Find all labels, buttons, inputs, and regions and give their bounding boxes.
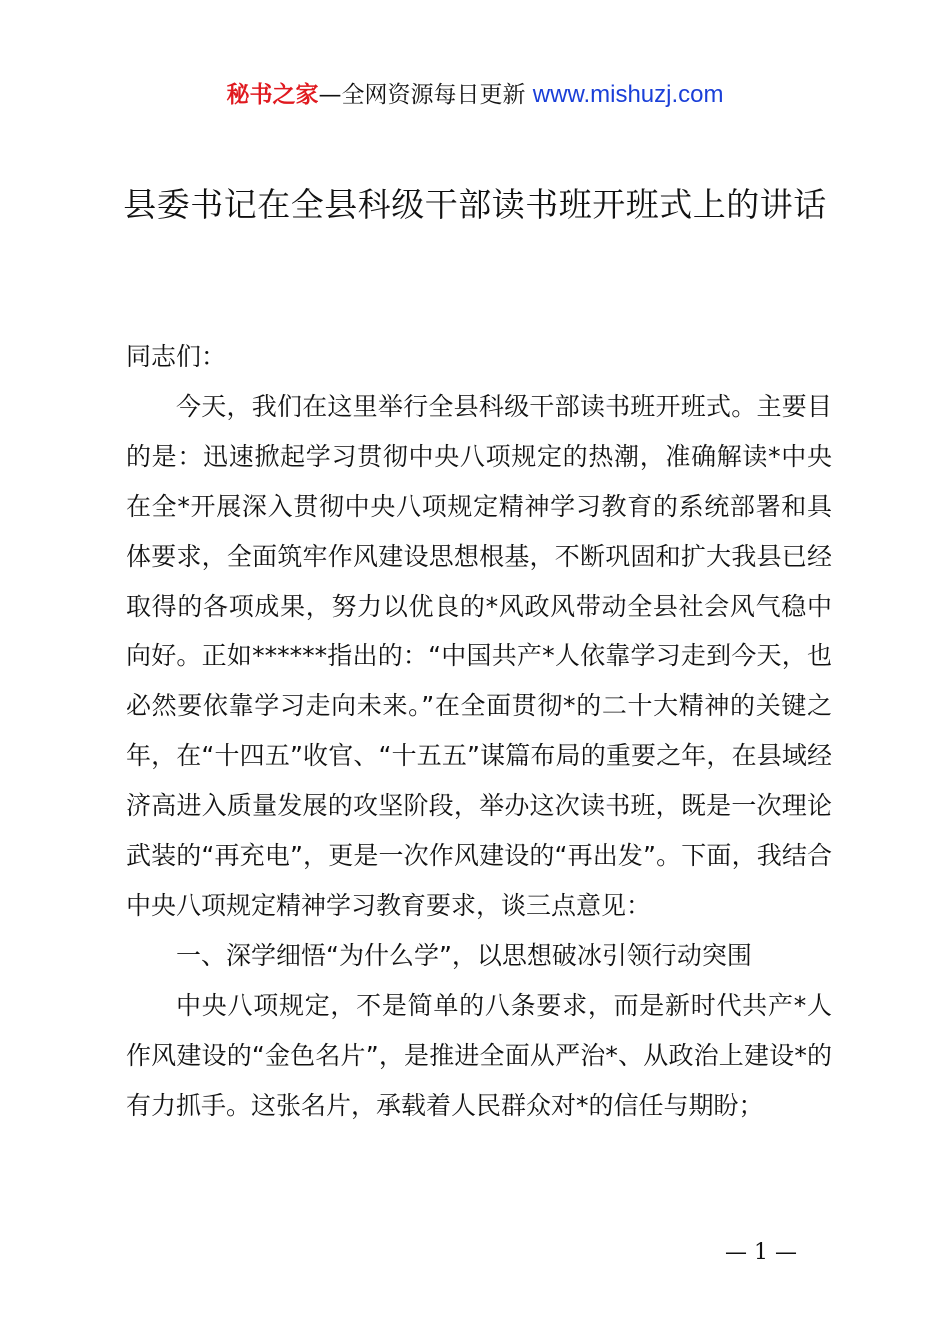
document-body [126,332,832,1131]
salutation: 同志们： [126,342,227,371]
banner-tagline: —全网资源每日更新 [318,82,533,108]
site-banner [0,78,950,112]
document-title: 县委书记在全县科级干部读书班开班式上的讲话 [123,185,827,224]
paragraph-section-1: 中央八项规定，不是简单的八条要求，而是新时代共产*人作风建设的“金色名片”，是推进全面从严治*、从政治上建设*的有力抓手。这张名片，承载着人民群众对*的信任与期盼； [126,990,832,1120]
paragraph-intro: 今天，我们在这里举行全县科级干部读书班开班式。主要目的是：迅速掀起学习贯彻中央八项规定的热潮，准确解读*中央在全*开展深入贯彻中央八项规定精神学习教育的系统部署和具体要求，全面筑牢作风建设思想根基，不断巩固和扩大我县已经取得的各项成果，努力以优良的*风政风带动全县社会风气稳中向好。正如******指出的：“中国共产*人依靠学习走到今天，也必然要依靠学习走向未来。”在全面贯彻*的二十大精神的关键之年，在“十四五”收官、“十五五”谋篇布局的重要之年，在县域经济高进入质量发展的攻坚阶段，举办这次读书班，既是一次理论武装的“再充电”，更是一次作风建设的“再出发”。下面，我结合中央八项规定精神学习教育要求，谈三点意见： [126,391,832,920]
site-url-link[interactable]: www.mishuzj.com [532,81,724,108]
section-heading-1: 一、深学细悟“为什么学”，以思想破冰引领行动突围 [176,940,752,970]
brand-name: 秘书之家 [226,82,319,108]
page-number: — 1 — [725,1240,797,1265]
